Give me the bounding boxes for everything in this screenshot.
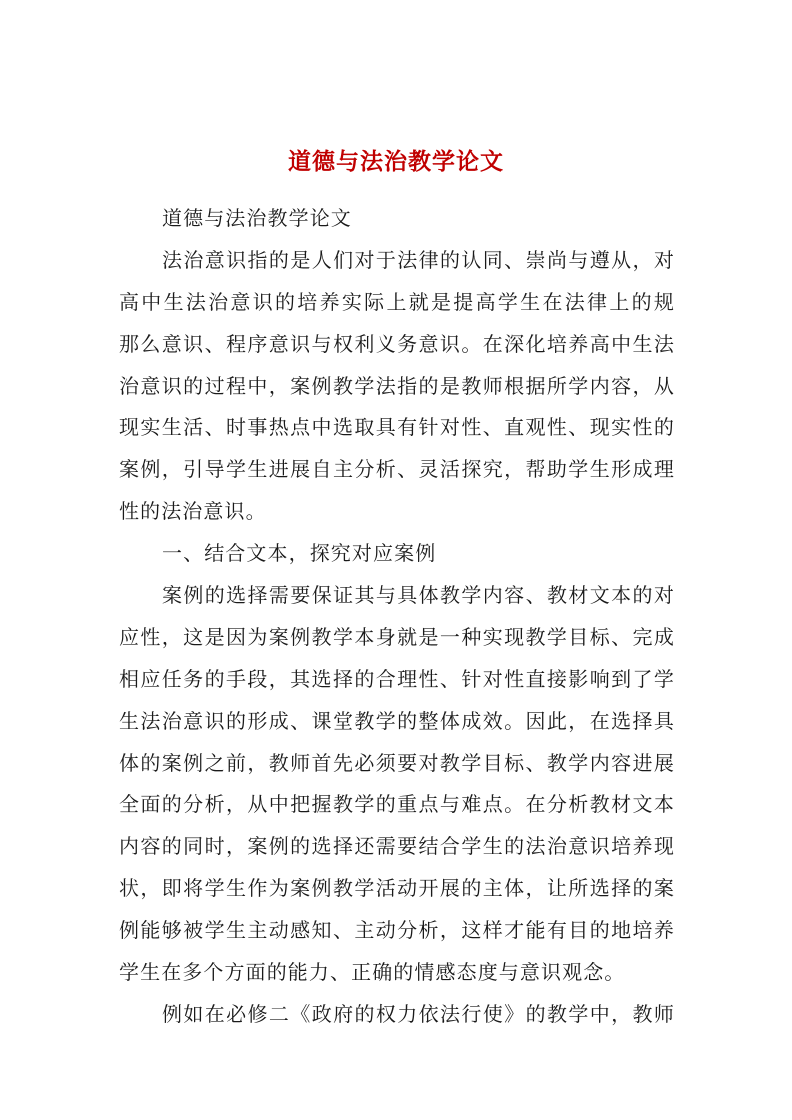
paragraph-line: 例能够被学生主动感知、主动分析，这样才能有目的地培养 [119,918,675,943]
paragraph-line: 治意识的过程中，案例教学法指的是教师根据所学内容，从 [119,373,675,398]
paragraph-line: 体的案例之前，教师首先必须要对教学目标、教学内容进展 [119,750,675,775]
paragraph-line: 相应任务的手段，其选择的合理性、针对性直接影响到了学 [119,666,675,691]
paragraph-line: 案例的选择需要保证其与具体教学内容、教材文本的对 [162,583,675,608]
paragraph-line: 内容的同时，案例的选择还需要结合学生的法治意识培养现 [119,834,675,859]
paragraph-line: 法治意识指的是人们对于法律的认同、崇尚与遵从，对 [162,247,675,272]
paragraph-line: 性的法治意识。 [119,499,267,524]
paragraph-line: 那么意识、程序意识与权利义务意识。在深化培养高中生法 [119,331,675,356]
document-body [119,198,675,1036]
paragraph-line: 案例，引导学生进展自主分析、灵活探究，帮助学生形成理 [119,457,675,482]
paragraph-line: 生法治意识的形成、课堂教学的整体成效。因此，在选择具 [119,708,675,733]
paragraph-line: 现实生活、时事热点中选取具有针对性、直观性、现实性的 [119,415,675,440]
document-title: 道德与法治教学论文 [288,148,504,175]
section-heading: 一、结合文本，探究对应案例 [162,541,437,566]
paragraph-line: 例如在必修二《政府的权力依法行使》的教学中，教师 [162,1001,675,1026]
paragraph-line: 状，即将学生作为案例教学活动开展的主体，让所选择的案 [119,876,675,901]
paragraph-line: 全面的分析，从中把握教学的重点与难点。在分析教材文本 [119,792,675,817]
paragraph-line: 应性，这是因为案例教学本身就是一种实现教学目标、完成 [119,624,675,649]
subtitle-line: 道德与法治教学论文 [162,206,352,230]
paragraph-line: 高中生法治意识的培养实际上就是提高学生在法律上的规 [119,289,675,314]
paragraph-line: 学生在多个方面的能力、正确的情感态度与意识观念。 [119,960,626,985]
